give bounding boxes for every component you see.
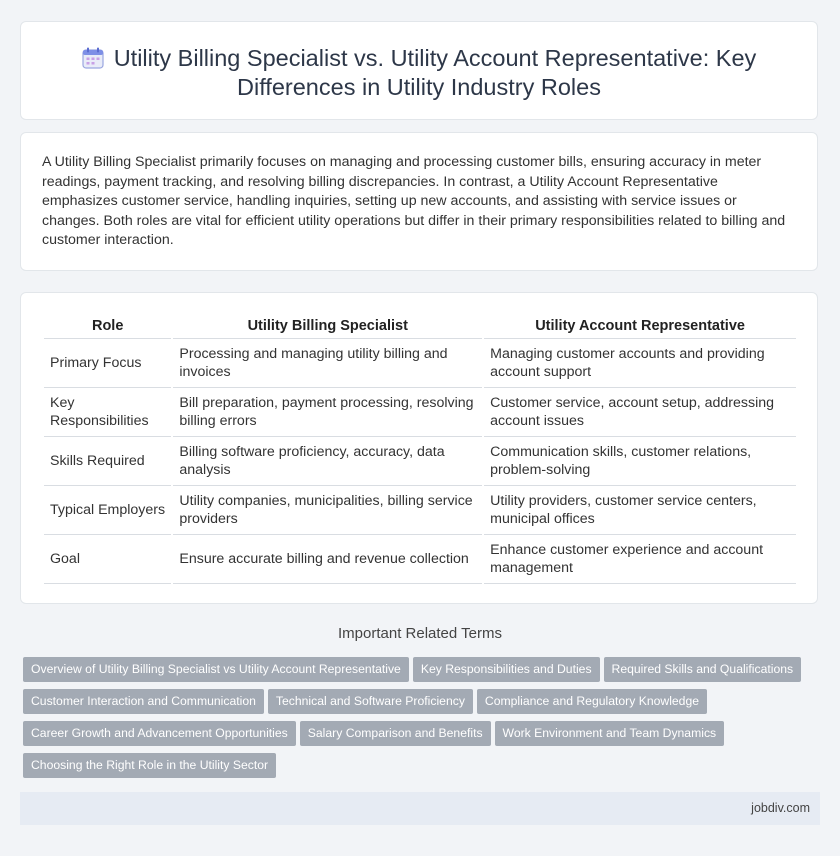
header-role: Role	[44, 314, 171, 339]
page-title	[21, 44, 817, 102]
related-terms-heading: Important Related Terms	[338, 625, 502, 642]
title-card	[20, 21, 818, 120]
account-representative-cell: Managing customer accounts and providing account support	[484, 339, 796, 388]
billing-specialist-cell: Billing software proficiency, accuracy, data analysis	[173, 437, 482, 486]
row-label: Goal	[44, 535, 171, 584]
related-terms-list	[23, 657, 823, 785]
table-row	[44, 339, 796, 388]
table-row	[44, 437, 796, 486]
related-term-tag[interactable]: Key Responsibilities and Duties	[413, 657, 600, 682]
related-term-tag[interactable]: Career Growth and Advancement Opportunities	[23, 721, 296, 746]
billing-specialist-cell: Ensure accurate billing and revenue collection	[173, 535, 482, 584]
billing-specialist-cell: Utility companies, municipalities, billing service providers	[173, 486, 482, 535]
intro-paragraph: A Utility Billing Specialist primarily focuses on managing and processing customer bills, ensuring accuracy in meter readings, payment tracking, and resolving billing discrepancies. In contrast, a Utility Account Representative emphasizes customer service, handling inquiries, setting up new accounts, and assisting with service issues or changes. Both roles are vital for efficient utility operations but differ in their primary responsibilities related to billing and customer interaction.	[42, 154, 786, 248]
table-row	[44, 388, 796, 437]
comparison-table	[42, 314, 798, 584]
table-row	[44, 535, 796, 584]
calendar-icon	[82, 47, 104, 69]
account-representative-cell: Communication skills, customer relations, problem-solving	[484, 437, 796, 486]
related-term-tag[interactable]: Salary Comparison and Benefits	[300, 721, 491, 746]
table-header-row	[44, 314, 796, 339]
title-text: Utility Billing Specialist vs. Utility Account Representative: Key Differences in Utility Industry Roles	[113, 45, 757, 100]
related-term-tag[interactable]: Choosing the Right Role in the Utility Sector	[23, 753, 276, 778]
related-term-tag[interactable]: Compliance and Regulatory Knowledge	[477, 689, 707, 714]
related-term-tag[interactable]: Customer Interaction and Communication	[23, 689, 264, 714]
title-wrap	[21, 44, 817, 102]
header-billing-specialist: Utility Billing Specialist	[173, 314, 482, 339]
row-label: Key Responsibilities	[44, 388, 171, 437]
intro-card	[20, 132, 818, 271]
footer-site-link[interactable]: jobdiv.com	[751, 801, 810, 815]
account-representative-cell: Enhance customer experience and account management	[484, 535, 796, 584]
related-term-tag[interactable]: Work Environment and Team Dynamics	[495, 721, 725, 746]
billing-specialist-cell: Processing and managing utility billing and invoices	[173, 339, 482, 388]
account-representative-cell: Customer service, account setup, addressing account issues	[484, 388, 796, 437]
related-term-tag[interactable]: Technical and Software Proficiency	[268, 689, 473, 714]
table-row	[44, 486, 796, 535]
account-representative-cell: Utility providers, customer service centers, municipal offices	[484, 486, 796, 535]
header-account-representative: Utility Account Representative	[484, 314, 796, 339]
row-label: Skills Required	[44, 437, 171, 486]
related-term-tag[interactable]: Required Skills and Qualifications	[604, 657, 802, 682]
comparison-card	[20, 292, 818, 604]
related-term-tag[interactable]: Overview of Utility Billing Specialist vs Utility Account Representative	[23, 657, 409, 682]
row-label: Primary Focus	[44, 339, 171, 388]
footer-bar	[20, 792, 820, 825]
billing-specialist-cell: Bill preparation, payment processing, resolving billing errors	[173, 388, 482, 437]
row-label: Typical Employers	[44, 486, 171, 535]
